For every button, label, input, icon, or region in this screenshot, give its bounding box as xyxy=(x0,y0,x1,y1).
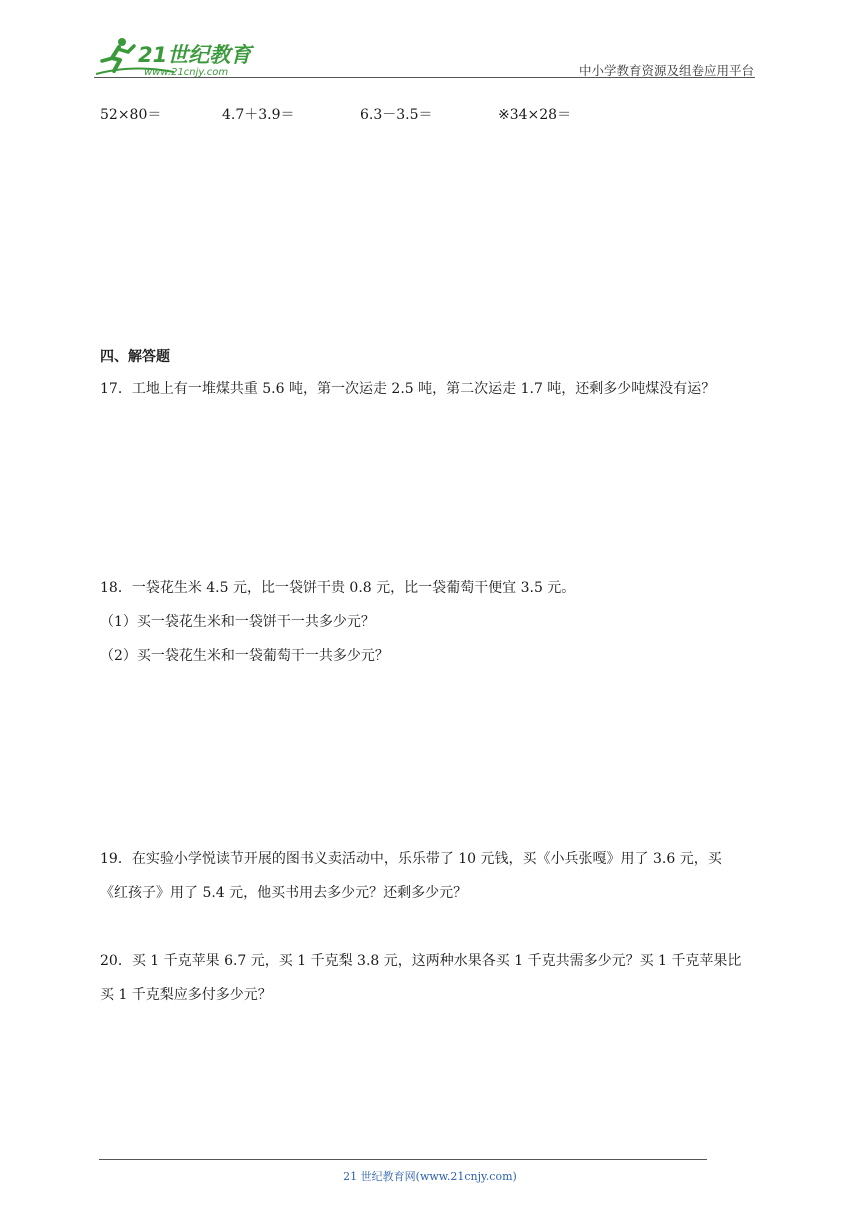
question-19-line-2: 《红孩子》用了 5.4 元，他买书用去多少元？还剩多少元？ xyxy=(100,885,468,901)
question-18-part-1: （1）买一袋花生米和一袋饼干一共多少元？ xyxy=(100,614,375,630)
footer-link[interactable]: 21 世纪教育网(www.21cnjy.com) xyxy=(343,1170,517,1183)
section-title: 四、解答题 xyxy=(100,349,170,365)
question-19-line-1: 19．在实验小学悦读节开展的图书义卖活动中，乐乐带了 10 元钱，买《小兵张嘎》用了 3.6 元，买 xyxy=(100,851,722,867)
site-tagline: 中小学教育资源及组卷应用平台 xyxy=(578,63,754,78)
calc-item-3: 6.3－3.5＝ xyxy=(360,107,433,123)
calc-item-2: 4.7＋3.9＝ xyxy=(222,107,295,123)
header-divider xyxy=(94,77,755,78)
calc-item-1: 52×80＝ xyxy=(100,107,162,123)
logo-text: 21世纪教育 xyxy=(138,43,252,67)
runner-logo-icon xyxy=(94,34,259,80)
question-20-line-1: 20．买 1 千克苹果 6.7 元，买 1 千克梨 3.8 元，这两种水果各买 1 千克共需多少元？买 1 千克苹果比 xyxy=(100,953,742,969)
question-18: 18．一袋花生米 4.5 元，比一袋饼干贵 0.8 元，比一袋葡萄干便宜 3.5 元。 xyxy=(100,580,576,596)
site-logo xyxy=(94,34,259,80)
question-20-line-2: 买 1 千克梨应多付多少元？ xyxy=(100,987,272,1003)
logo-url: www.21cnjy.com xyxy=(144,67,229,78)
question-17: 17．工地上有一堆煤共重 5.6 吨，第一次运走 2.5 吨，第二次运走 1.7 吨，还剩多少吨煤没有运？ xyxy=(100,381,716,397)
calc-item-4: ※34×28＝ xyxy=(498,107,572,123)
footer-divider xyxy=(99,1159,707,1160)
question-18-part-2: （2）买一袋花生米和一袋葡萄干一共多少元？ xyxy=(100,648,389,664)
